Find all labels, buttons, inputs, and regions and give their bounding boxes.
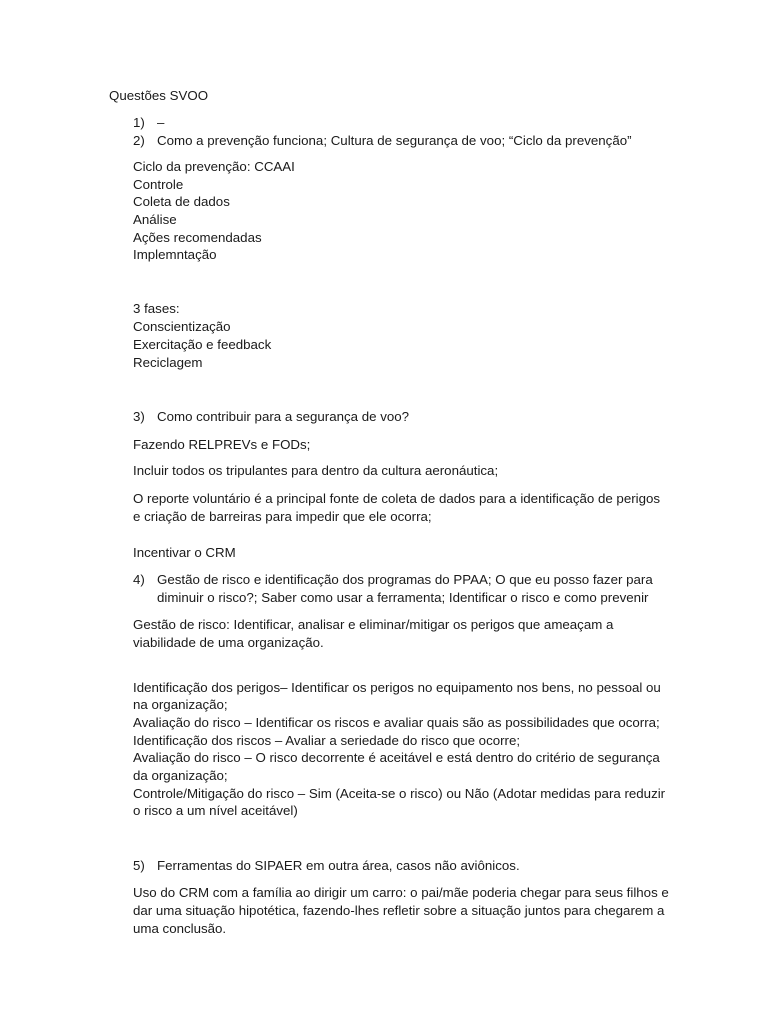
paragraph-line: Exercitação e feedback: [133, 337, 272, 352]
paragraph-line: da organização;: [133, 768, 228, 783]
paragraph-line: Avaliação do risco – O risco decorrente é aceitável e está dentro do critério de segurança: [133, 750, 660, 765]
paragraph-line: Incentivar o CRM: [133, 545, 236, 560]
paragraph-line: O reporte voluntário é a principal fonte de coleta de dados para a identificação de perigos: [133, 491, 661, 506]
list-number: 4): [133, 572, 145, 587]
paragraph-line: Gestão de risco: Identificar, analisar e eliminar/mitigar os perigos que ameaçam a: [133, 617, 614, 632]
list-item-text: Como a prevenção funciona; Cultura de segurança de voo; “Ciclo da prevenção”: [157, 133, 632, 148]
list-item-text: diminuir o risco?; Saber como usar a ferramenta; Identificar o risco e como prevenir: [157, 590, 649, 605]
document-title: Questões SVOO: [109, 88, 209, 103]
list-item-text: Ferramentas do SIPAER em outra área, casos não aviônicos.: [157, 858, 520, 873]
paragraph-line: dar uma situação hipotética, fazendo-lhes refletir sobre a situação juntos para chegarem a: [133, 903, 665, 918]
list-item-text: –: [157, 115, 165, 130]
paragraph-line: 3 fases:: [133, 301, 180, 316]
paragraph-line: Reciclagem: [133, 355, 203, 370]
paragraph-line: uma conclusão.: [133, 921, 227, 936]
paragraph-line: Conscientização: [133, 319, 231, 334]
paragraph-line: Identificação dos perigos– Identificar os perigos no equipamento nos bens, no pessoal ou: [133, 680, 661, 695]
paragraph-line: na organização;: [133, 697, 228, 712]
paragraph-line: Avaliação do risco – Identificar os riscos e avaliar quais são as possibilidades que ocorra;: [133, 715, 660, 730]
list-item-text: Como contribuir para a segurança de voo?: [157, 409, 410, 424]
paragraph-line: Fazendo RELPREVs e FODs;: [133, 437, 311, 452]
paragraph-line: Identificação dos riscos – Avaliar a seriedade do risco que ocorre;: [133, 733, 521, 748]
paragraph-line: Análise: [133, 212, 177, 227]
paragraph-line: Implemntação: [133, 247, 217, 262]
paragraph-line: e criação de barreiras para impedir que ele ocorra;: [133, 509, 432, 524]
paragraph-line: o risco a um nível aceitável): [133, 803, 298, 818]
paragraph-line: Ciclo da prevenção: CCAAI: [133, 159, 295, 174]
paragraph-line: Incluir todos os tripulantes para dentro da cultura aeronáutica;: [133, 463, 499, 478]
list-number: 5): [133, 858, 145, 873]
paragraph-line: Controle/Mitigação do risco – Sim (Aceita-se o risco) ou Não (Adotar medidas para reduzir: [133, 786, 666, 801]
list-number: 1): [133, 115, 145, 130]
paragraph-line: Uso do CRM com a família ao dirigir um carro: o pai/mãe poderia chegar para seus filhos e: [133, 885, 669, 900]
list-number: 2): [133, 133, 145, 148]
paragraph-line: Controle: [133, 177, 184, 192]
list-number: 3): [133, 409, 145, 424]
paragraph-line: Coleta de dados: [133, 194, 230, 209]
paragraph-line: viabilidade de uma organização.: [133, 635, 324, 650]
paragraph-line: Ações recomendadas: [133, 230, 262, 245]
list-item-text: Gestão de risco e identificação dos programas do PPAA; O que eu posso fazer para: [157, 572, 653, 587]
